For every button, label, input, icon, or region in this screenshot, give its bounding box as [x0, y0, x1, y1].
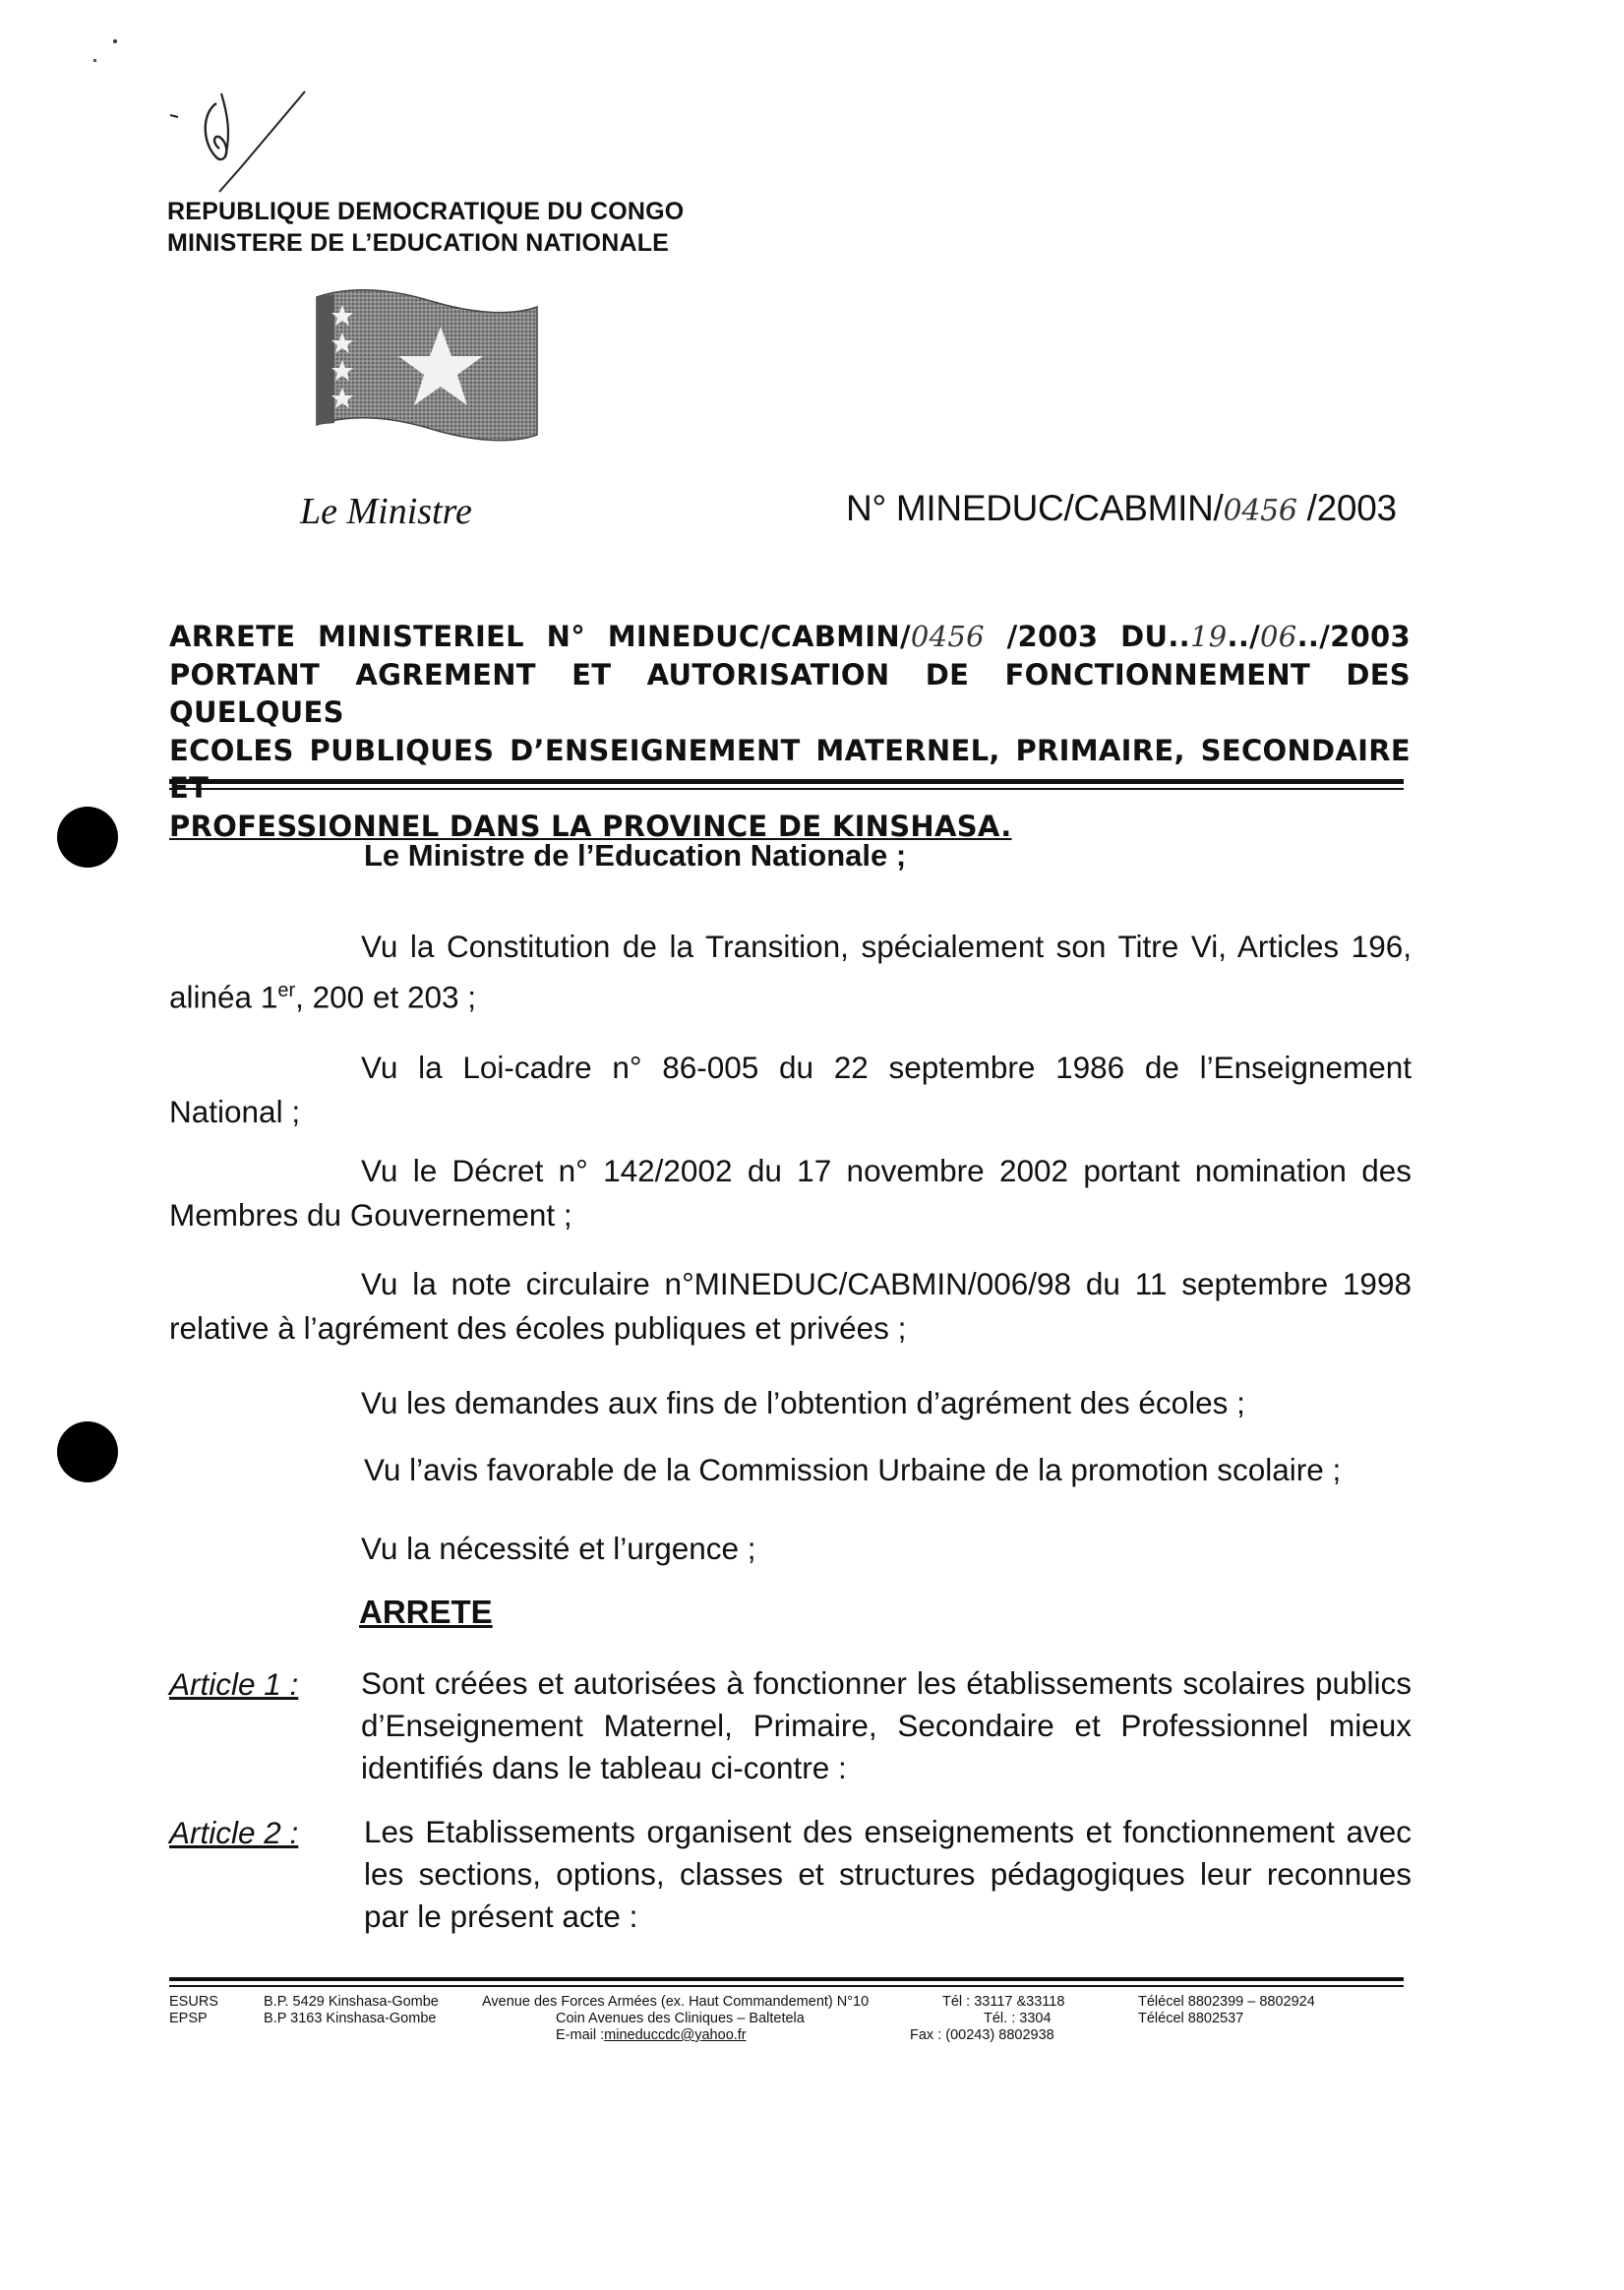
handwritten-reference-number: 0456: [1223, 494, 1297, 528]
decree-title: [169, 618, 1411, 845]
drc-flag-emblem: [313, 287, 541, 454]
footer-rule: [169, 1977, 1404, 1981]
vu-necessite: Vu la nécessité et l’urgence ;: [361, 1531, 756, 1566]
footer-postal-boxes: B.P. 5429 Kinshasa-Gombe B.P 3163 Kinshasa-Gombe: [264, 1994, 439, 2026]
vu-constitution: Vu la Constitution de la Transition, spécialement son Titre Vi, Articles 196, alinéa 1er, 200 et 203 ;: [169, 929, 1412, 1015]
decree-title-line4: PROFESSIONNEL DANS LA PROVINCE DE KINSHASA.: [169, 809, 1012, 843]
reference-prefix: N° MINEDUC/CABMIN/: [846, 488, 1224, 528]
header-republic: REPUBLIQUE DEMOCRATIQUE DU CONGO: [167, 198, 685, 225]
footer-phones: Tél : 33117 &33118 Tél. : 3304: [942, 1994, 1065, 2026]
handwritten-month: 06: [1260, 620, 1297, 653]
scan-speck: [93, 59, 96, 62]
vu-decret: Vu le Décret n° 142/2002 du 17 novembre 2002 portant nomination des Membres du Gouvernement ;: [169, 1153, 1412, 1233]
vu-avis-favorable: Vu l’avis favorable de la Commission Urbaine de la promotion scolaire ;: [364, 1452, 1342, 1487]
article-1-label: Article 1 :: [169, 1666, 299, 1702]
handwritten-decree-number: 0456: [910, 620, 985, 653]
footer-addresses: Avenue des Forces Armées (ex. Haut Commandement) N°10 Coin Avenues des Cliniques – Baltetela E-mail :mineduccdc@yahoo.fr: [482, 1994, 870, 2043]
vu-note-circulaire: Vu la note circulaire n°MINEDUC/CABMIN/006/98 du 11 septembre 1998 relative à l’agrément des écoles publiques et privées ;: [169, 1266, 1412, 1346]
vu-loi-cadre: Vu la Loi-cadre n° 86-005 du 22 septembre 1986 de l’Enseignement National ;: [169, 1050, 1412, 1129]
punch-hole: [57, 1421, 118, 1482]
arrete-heading: ARRETE: [359, 1594, 493, 1630]
footer-email-line: E-mail :mineduccdc@yahoo.fr: [556, 2027, 747, 2043]
header-ministry: MINISTERE DE L’EDUCATION NATIONALE: [167, 229, 670, 257]
punch-hole: [57, 807, 118, 868]
title-rule-thin: [169, 788, 1404, 790]
title-rule: [169, 779, 1404, 784]
handwritten-day: 19: [1190, 620, 1228, 653]
le-ministre-title: Le Ministre: [300, 491, 472, 532]
handwritten-initials: [162, 84, 334, 197]
scan-speck: [113, 39, 117, 43]
footer-email-link[interactable]: mineduccdc@yahoo.fr: [604, 2027, 747, 2043]
footer-telecel: Télécel 8802399 – 8802924 Télécel 8802537: [1138, 1994, 1315, 2026]
vu-demandes: Vu les demandes aux fins de l’obtention d’agrément des écoles ;: [361, 1385, 1245, 1420]
minister-heading: Le Ministre de l’Education Nationale ;: [364, 838, 907, 873]
footer-rule-thin: [169, 1985, 1404, 1987]
reference-suffix: /2003: [1296, 488, 1397, 528]
footer-fax: Fax : (00243) 8802938: [910, 2027, 1054, 2043]
reference-number: [846, 488, 1397, 529]
decree-title-line2: PORTANT AGREMENT ET AUTORISATION DE FONCTIONNEMENT DES QUELQUES: [169, 657, 1411, 729]
footer-departments: ESURS EPSP: [169, 1994, 218, 2026]
decree-title-line3: ECOLES PUBLIQUES D’ENSEIGNEMENT MATERNEL, PRIMAIRE, SECONDAIRE: [169, 733, 1411, 767]
article-1-text: Sont créées et autorisées à fonctionner les établissements scolaires publics d’Enseignement Maternel, Primaire, Secondaire et Professionnel mieux identifiés dans le tableau ci-contre :: [361, 1665, 1412, 1785]
decree-title-line1: ARRETE MINISTERIEL N° MINEDUC/CABMIN/0456 /2003 DU..19../06../2003: [169, 620, 1412, 653]
article-2-text: Les Etablissements organisent des enseignements et fonctionnement avec les sections, options, classes et structures pédagogiques leur reconnues par le présent acte :: [364, 1814, 1412, 1934]
article-2-label: Article 2 :: [169, 1815, 299, 1850]
